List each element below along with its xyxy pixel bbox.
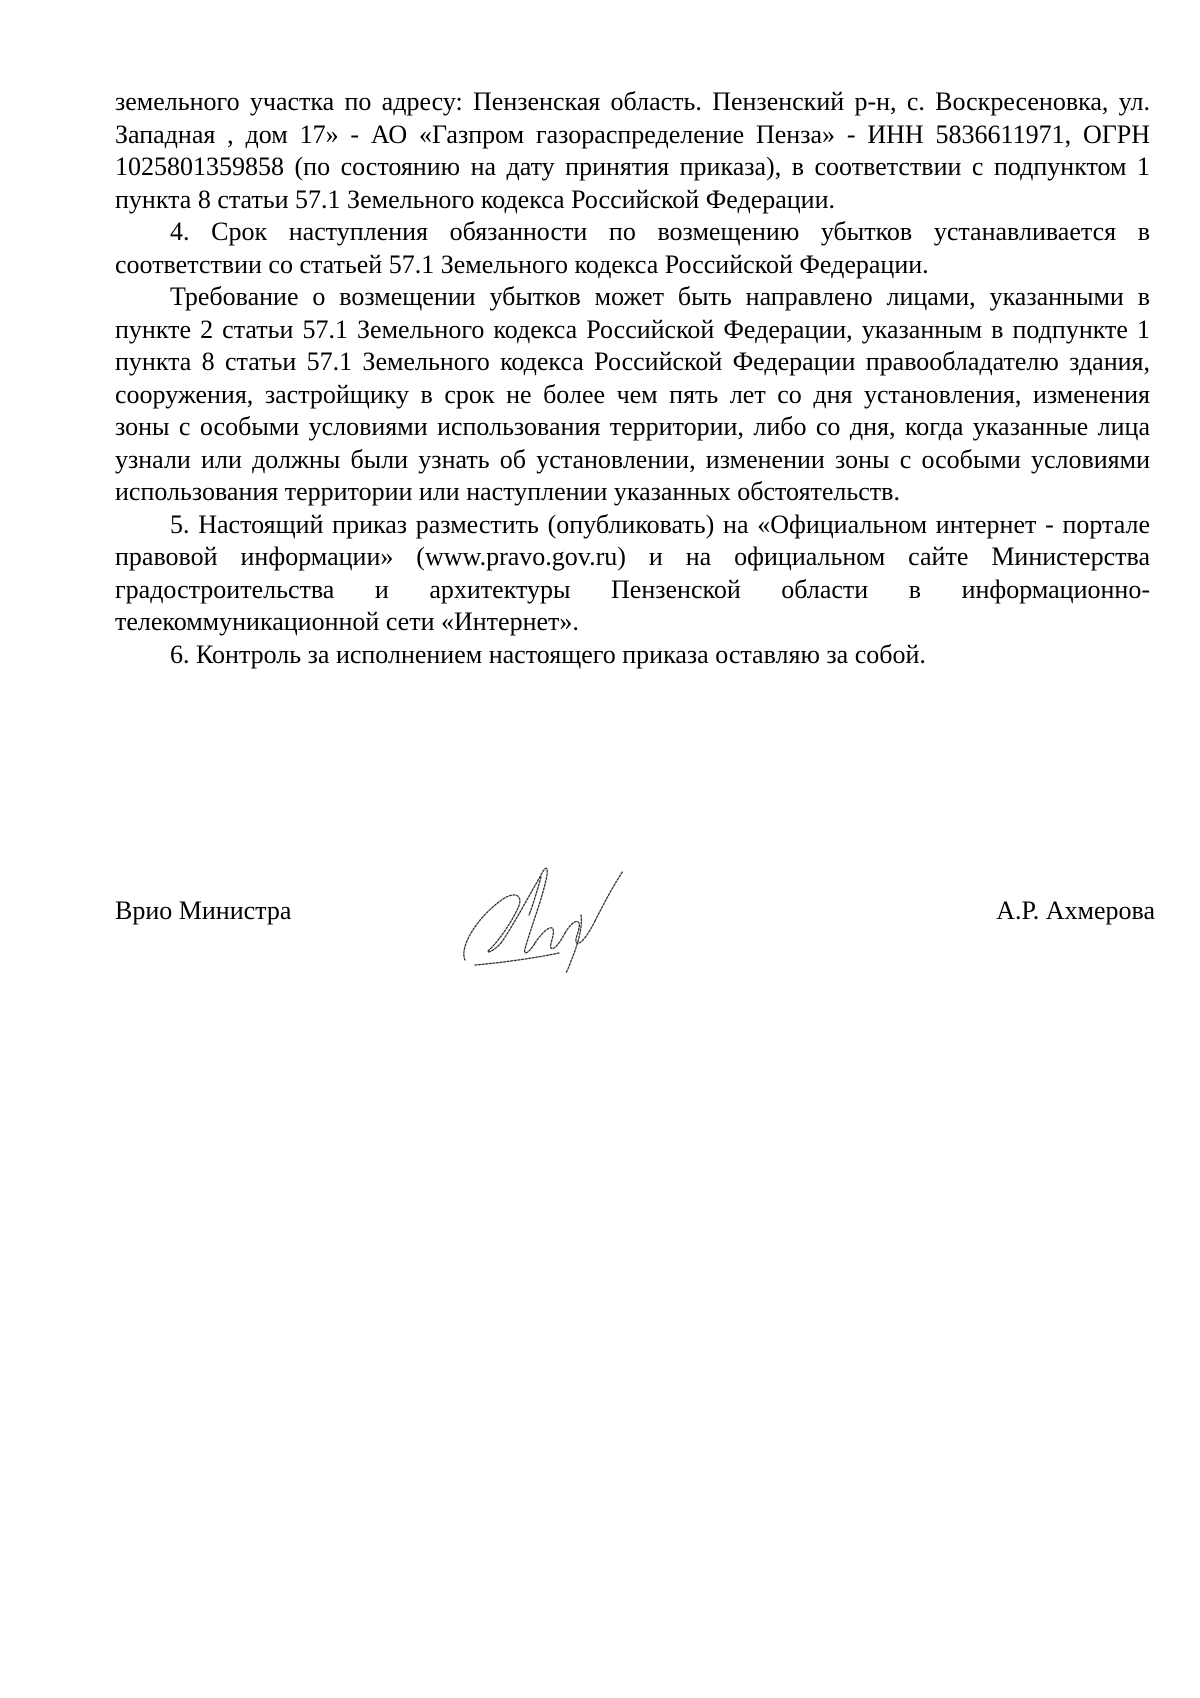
paragraph-address-continuation: земельного участка по адресу: Пензенская область. Пензенский р-н, с. Воскресеновка, ул. Западная , дом 17» - АО «Газпром газораспределение Пенза» - ИНН 5836611971, ОГРН 1025801359858 (по состоянию на дату принятия приказа), в соответствии с подпунктом 1 пункта 8 статьи 57.1 Земельного кодекса Российской Федерации.	[115, 87, 1150, 214]
paragraph-item-4: 4. Срок наступления обязанности по возмещению убытков устанавливается в соответствии со статьей 57.1 Земельного кодекса Российской Федерации.	[115, 217, 1150, 279]
signature-block	[115, 895, 1155, 935]
paragraph-item-6: 6. Контроль за исполнением настоящего приказа оставляю за собой.	[170, 639, 926, 669]
signatory-title: Врио Министра	[115, 896, 292, 925]
document-body	[115, 86, 1150, 671]
signatory-name: А.Р. Ахмерова	[996, 896, 1155, 925]
paragraph-damages-claim: Требование о возмещении убытков может быть направлено лицами, указанными в пункте 2 статьи 57.1 Земельного кодекса Российской Федерации, указанным в подпункте 1 пункта 8 статьи 57.1 Земельного кодекса Российской Федерации правообладателю здания, сооружения, застройщику в срок не более чем пять лет со дня установления, изменения зоны с особыми условиями использования территории, либо со дня, когда указанные лица узнали или должны были узнать об установлении, изменении зоны с особыми условиями использования территории или наступлении указанных обстоятельств.	[115, 282, 1150, 506]
handwritten-signature	[455, 855, 630, 975]
paragraph-item-5: 5. Настоящий приказ разместить (опубликовать) на «Официальном интернет - портале правовой информации» (www.pravo.gov.ru) и на официальном сайте Министерства градостроительства и архитектуры Пензенской области в информационно-телекоммуникационной сети «Интернет».	[115, 509, 1150, 636]
